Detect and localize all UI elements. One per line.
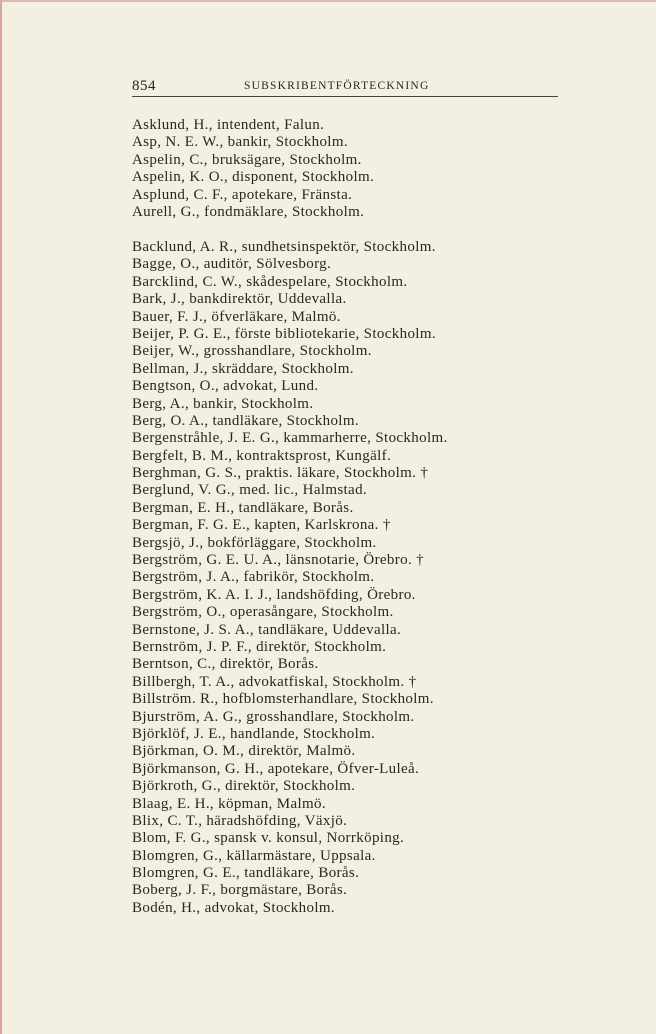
subscriber-entry: Berntson, C., direktör, Borås. — [132, 656, 319, 673]
subscriber-entry: Berghman, G. S., praktis. läkare, Stockholm. † — [132, 465, 429, 482]
subscriber-entry: Asplund, C. F., apotekare, Fränsta. — [132, 186, 353, 203]
subscriber-entry: Bark, J., bankdirektör, Uddevalla. — [132, 291, 347, 308]
subscriber-entry: Björklöf, J. E., handlande, Stockholm. — [132, 725, 376, 742]
subscriber-entry: Bergström, K. A. I. J., landshöfding, Örebro. — [132, 586, 416, 603]
subscriber-entry: Aurell, G., fondmäklare, Stockholm. — [132, 203, 365, 220]
subscriber-entry: Bengtson, O., advokat, Lund. — [132, 378, 319, 395]
subscriber-entry: Blaag, E. H., köpman, Malmö. — [132, 795, 326, 812]
subscriber-entry: Aspelin, K. O., disponent, Stockholm. — [132, 169, 375, 186]
subscriber-entry: Berglund, V. G., med. lic., Halmstad. — [132, 482, 368, 499]
subscriber-entry: Beijer, P. G. E., förste bibliotekarie, Stockholm. — [132, 325, 436, 342]
subscriber-entry: Bjurström, A. G., grosshandlare, Stockholm. — [132, 708, 415, 725]
page-number: 854 — [132, 78, 156, 94]
subscriber-entry: Björkroth, G., direktör, Stockholm. — [132, 778, 356, 795]
subscriber-entry: Bergström, J. A., fabrikör, Stockholm. — [132, 569, 375, 586]
subscriber-entry: Berg, O. A., tandläkare, Stockholm. — [132, 412, 359, 429]
subscriber-entry: Bergman, E. H., tandläkare, Borås. — [132, 499, 354, 516]
subscriber-entry: Boberg, J. F., borgmästare, Borås. — [132, 882, 348, 899]
subscriber-entry: Bergfelt, B. M., kontraktsprost, Kungälf. — [132, 447, 392, 464]
subscriber-entry: Bellman, J., skräddare, Stockholm. — [132, 360, 354, 377]
subscriber-entry: Blomgren, G. E., tandläkare, Borås. — [132, 865, 360, 882]
subscriber-entry: Blix, C. T., häradshöfding, Växjö. — [132, 812, 348, 829]
subscriber-entry: Bergman, F. G. E., kapten, Karlskrona. † — [132, 517, 391, 534]
subscriber-entry: Aspelin, C., bruksägare, Stockholm. — [132, 151, 362, 168]
subscriber-entry: Beijer, W., grosshandlare, Stockholm. — [132, 343, 372, 360]
subscriber-entry: Barcklind, C. W., skådespelare, Stockholm. — [132, 273, 408, 290]
subscriber-entry: Bagge, O., auditör, Sölvesborg. — [132, 256, 332, 273]
subscriber-entry: Bernström, J. P. F., direktör, Stockholm. — [132, 638, 387, 655]
subscriber-entry: Bergström, G. E. U. A., länsnotarie, Örebro. † — [132, 552, 425, 569]
subscriber-entry: Björkmanson, G. H., apotekare, Öfver-Luleå. — [132, 760, 420, 777]
subscriber-entry: Billström. R., hofblomsterhandlare, Stockholm. — [132, 691, 434, 708]
page-header — [132, 76, 558, 97]
subscriber-entry: Bodén, H., advokat, Stockholm. — [132, 899, 335, 916]
subscriber-entry: Blomgren, G., källarmästare, Uppsala. — [132, 847, 376, 864]
subscriber-entry: Bergsjö, J., bokförläggare, Stockholm. — [132, 534, 377, 551]
subscriber-entry: Bergenstråhle, J. E. G., kammarherre, Stockholm. — [132, 430, 448, 447]
subscriber-entry: Blom, F. G., spansk v. konsul, Norrköping. — [132, 830, 405, 847]
running-head: SUBSKRIBENTFÖRTECKNING — [244, 80, 430, 92]
subscriber-entry: Berg, A., bankir, Stockholm. — [132, 395, 314, 412]
subscriber-entry: Bauer, F. J., öfverläkare, Malmö. — [132, 308, 341, 325]
entry-group-a — [132, 117, 374, 221]
subscriber-entry: Björkman, O. M., direktör, Malmö. — [132, 743, 356, 760]
entry-group-b — [132, 239, 448, 917]
subscriber-entry: Asklund, H., intendent, Falun. — [132, 117, 325, 133]
subscriber-entry: Backlund, A. R., sundhetsinspektör, Stockholm. — [132, 239, 436, 255]
subscriber-entry: Asp, N. E. W., bankir, Stockholm. — [132, 134, 348, 151]
subscriber-entry: Bergström, O., operasångare, Stockholm. — [132, 604, 394, 621]
subscriber-entry: Billbergh, T. A., advokatfiskal, Stockholm. † — [132, 673, 417, 690]
subscriber-entry: Bernstone, J. S. A., tandläkare, Uddevalla. — [132, 621, 402, 638]
